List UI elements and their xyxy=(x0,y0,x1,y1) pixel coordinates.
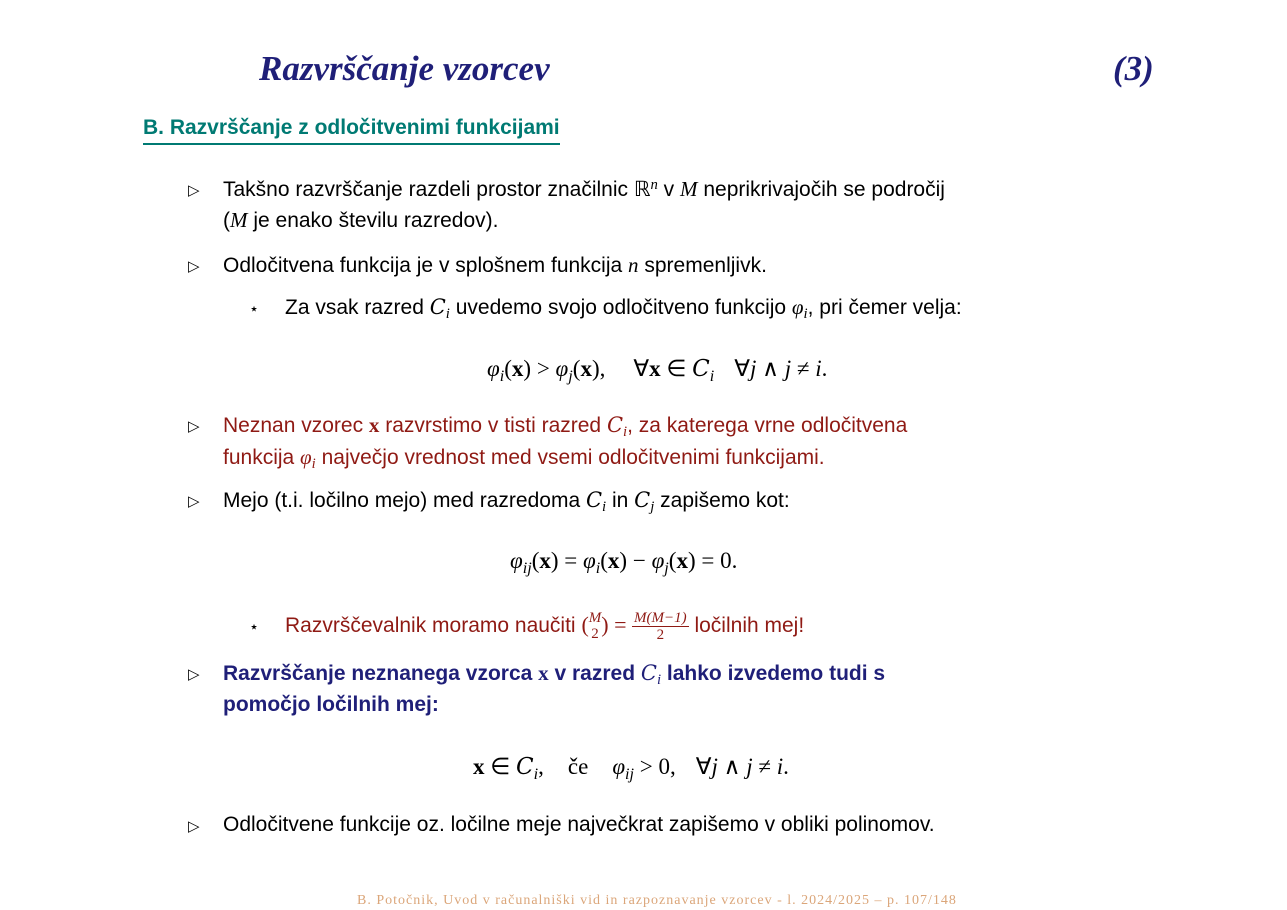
sub-bullet-2: Razvrščevalnik moramo naučiti ( M 2 ) = $\frac{M(M-1)}{2}$ ločilnih mej! xyxy=(285,609,805,643)
bullet-1-line-1: Takšno razvrščanje razdeli prostor značilnic ℝ$^n$ v M neprikrivajočih se področij xyxy=(223,176,945,201)
bullet-marker: ▷ xyxy=(188,493,200,510)
slide-footer: B. Potočnik, Uvod v računalniški vid in razpoznavanje vzorcev - l. 2024/2025 – p. 107/148 xyxy=(357,893,957,908)
bullet-3-line-2: funkcija $\varphi_i$ največjo vrednost med vsemi odločitvenimi funkcijami. xyxy=(223,445,825,473)
bullet-5-line-2: pomočjo ločilnih mej: xyxy=(223,693,439,716)
slide-title: Razvrščanje vzorcev xyxy=(259,49,550,88)
section-heading: B. Razvrščanje z odločitvenimi funkcijami xyxy=(143,116,560,145)
bullet-marker: ▷ xyxy=(188,418,200,435)
binomial: M 2 xyxy=(588,610,602,643)
equation-2: $\varphi_{ij}(x) = \varphi_i(x) - \varphi_j(x) = 0$. xyxy=(510,548,738,577)
bullet-2: Odločitvena funkcija je v splošnem funkcija n spremenljivk. xyxy=(223,253,767,277)
bullet-4: Mejo (t.i. ločilno mejo) med razredoma $C_i$ in $C_j$ zapišemo kot: xyxy=(223,488,790,516)
bullet-3-line-1: Neznan vzorec x razvrstimo v tisti razred $C_i$, za katerega vrne odločitvena xyxy=(223,413,908,441)
fraction: $\frac{M(M-1)}{2}$ xyxy=(634,609,687,643)
slide-number: (3) xyxy=(1113,49,1154,88)
star-marker: ⋆ xyxy=(249,301,260,318)
bullet-1-line-2: (M je enako številu razredov). xyxy=(223,208,499,232)
bullet-marker: ▷ xyxy=(188,818,200,835)
star-marker: ⋆ xyxy=(249,619,260,636)
bullet-marker: ▷ xyxy=(188,258,200,275)
equation-1: $\varphi_i(x) > \varphi_j(x)$, ∀x ∈ $C_i$ ∀j ∧ j ≠ i. xyxy=(487,356,828,385)
bullet-marker: ▷ xyxy=(188,666,200,683)
bullet-5-line-1: Razvrščanje neznanega vzorca x v razred $C_i$ lahko izvedemo tudi s xyxy=(223,661,886,689)
equation-3: x ∈ $C_i$, če $\varphi_{ij} > 0$, ∀j ∧ j ≠ i. xyxy=(473,754,789,783)
bullet-6: Odločitvene funkcije oz. ločilne meje največkrat zapišemo v obliki polinomov. xyxy=(223,813,935,836)
sub-bullet-1: Za vsak razred $C_i$ uvedemo svojo odločitveno funkcijo $\varphi_i$, pri čemer velja: xyxy=(285,295,962,323)
bullet-marker: ▷ xyxy=(188,182,200,199)
